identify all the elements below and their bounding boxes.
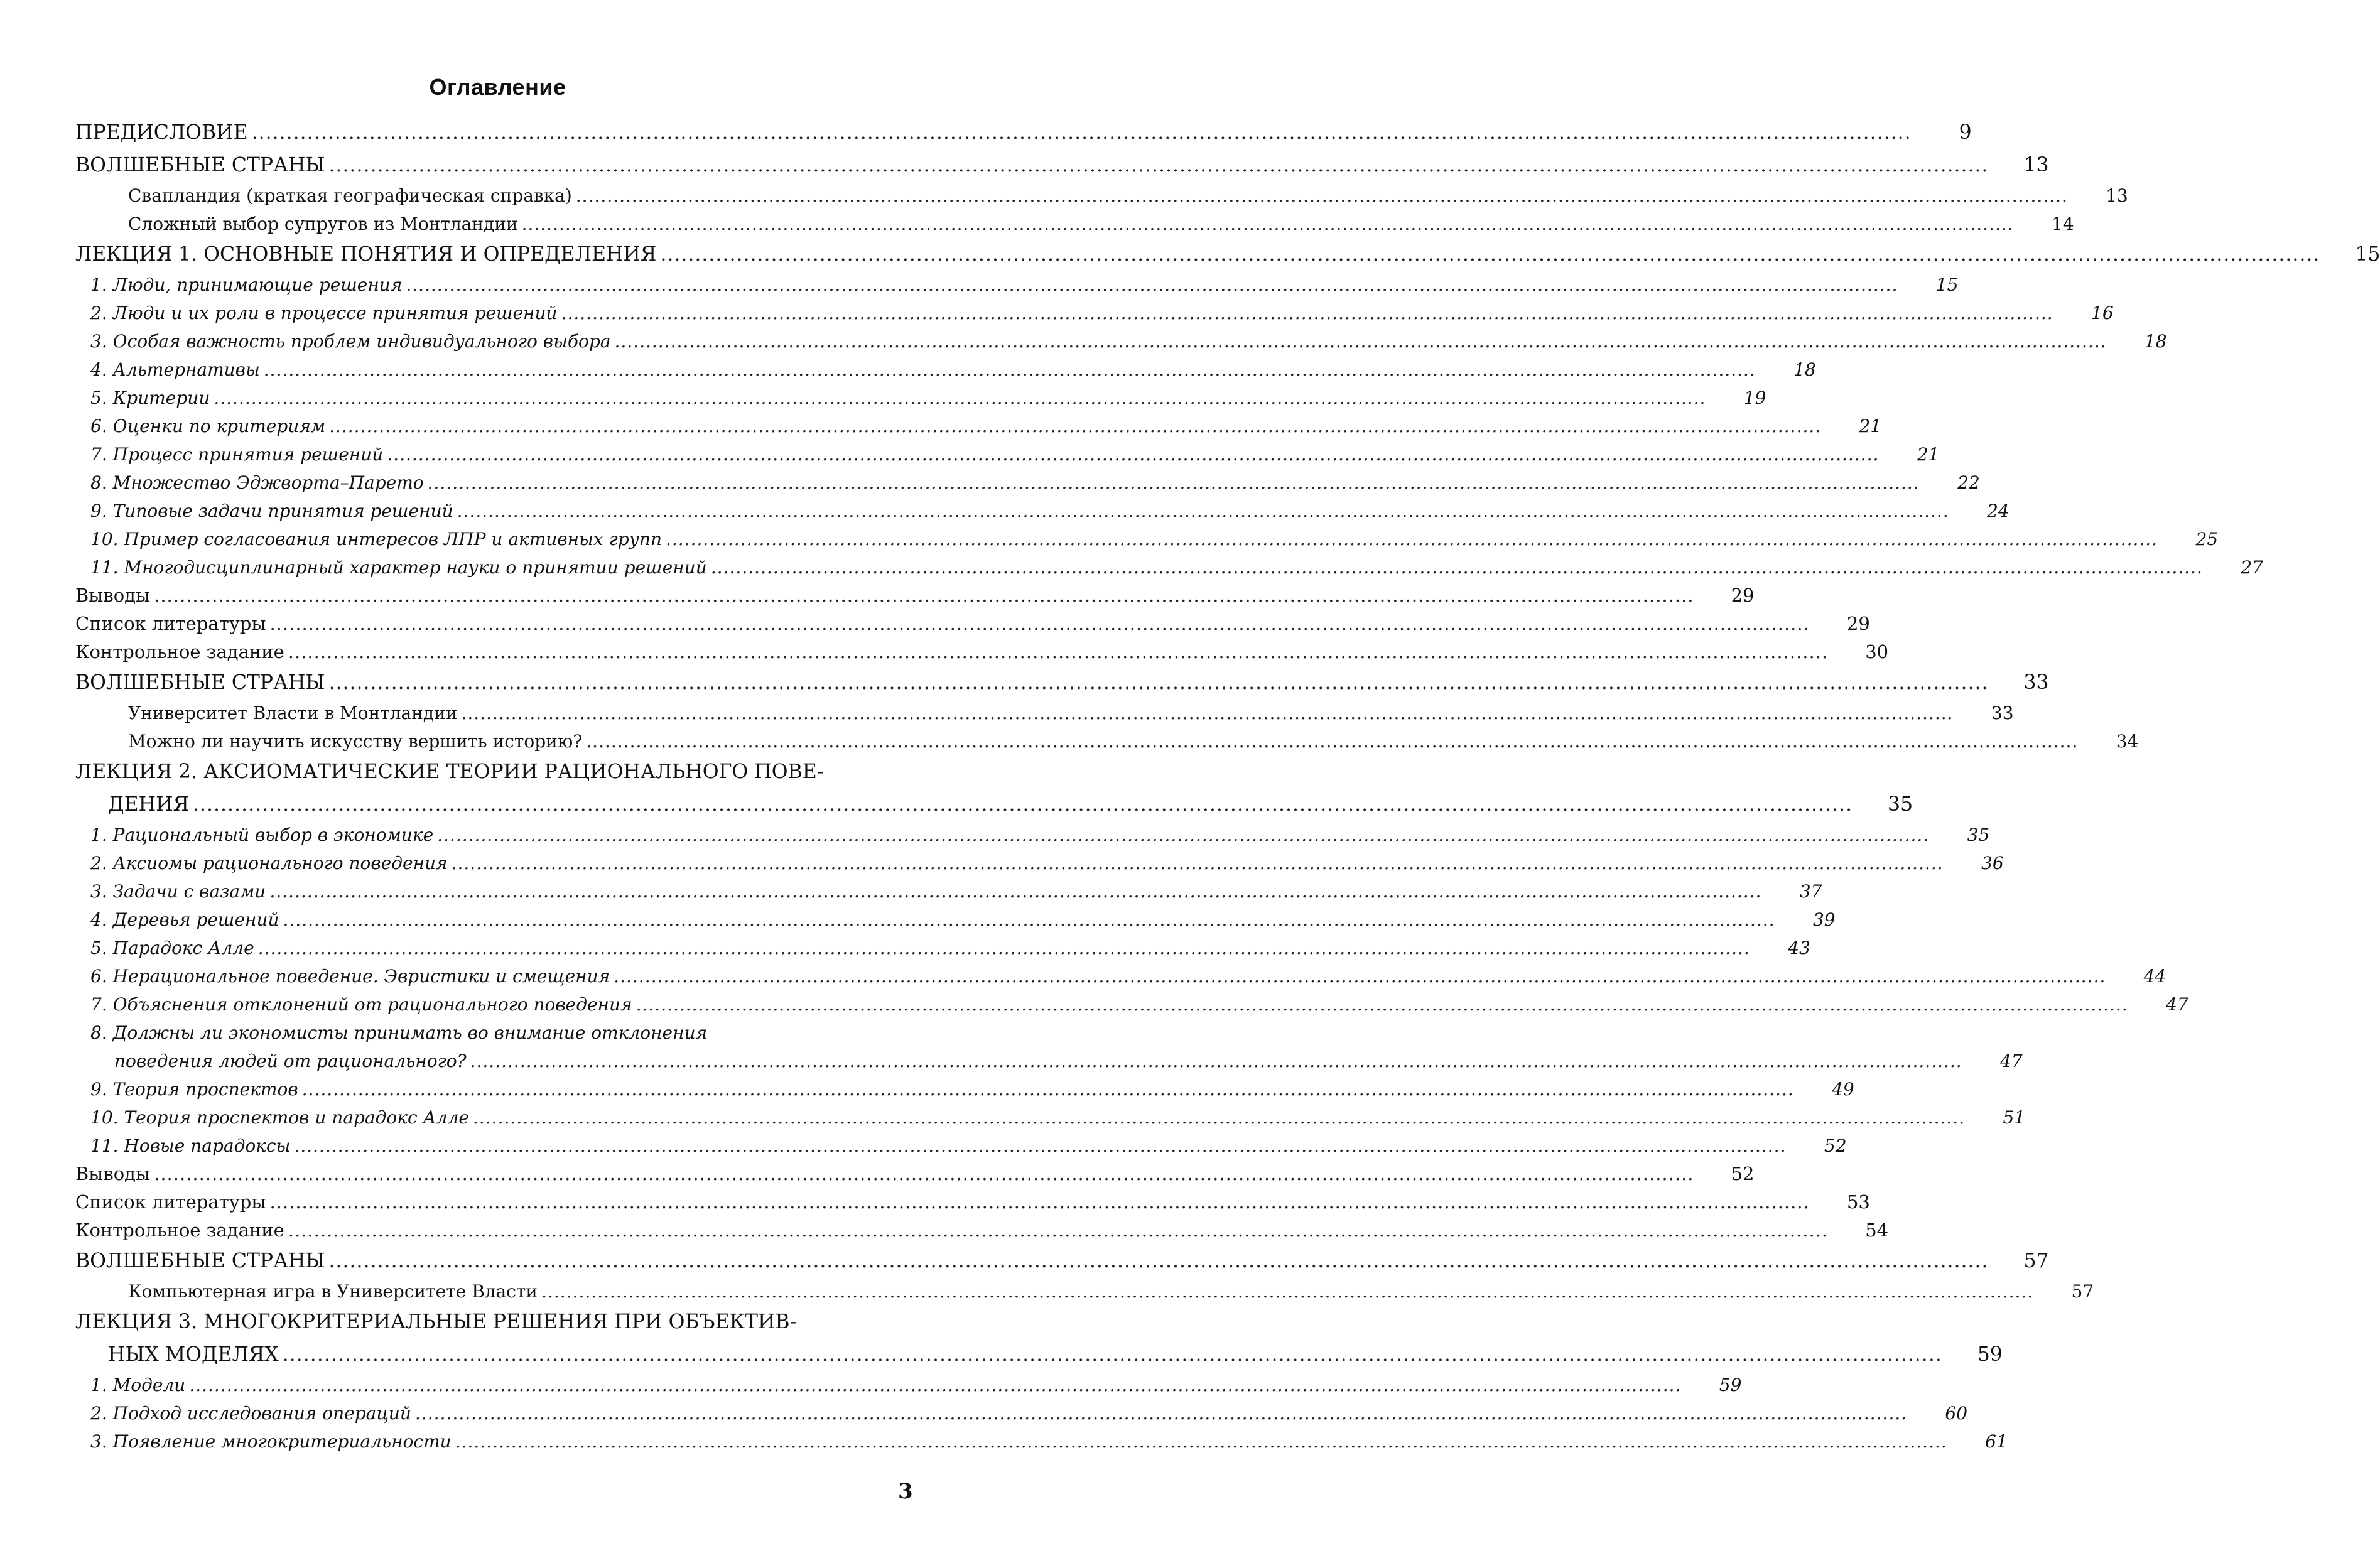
toc-entry: 3. Появление многокритериальности ..... 61 [75, 1427, 926, 1456]
toc-entry: Список литературы ..... 29 [75, 610, 926, 638]
toc-entry: Свапландия (краткая географическая справка) ..... 13 [75, 181, 926, 210]
toc-entry: 7. Объяснения отклонений от рационального поведения ..... 47 [75, 990, 926, 1019]
toc-entry: 5. Парадокс Алле ..... 43 [75, 934, 926, 962]
toc-entry: ДЕНИЯ ..... 35 [75, 788, 926, 821]
toc-entry: 1. Люди, принимающие решения ..... 15 [75, 271, 926, 299]
table-of-contents [75, 116, 2380, 1456]
toc-entry: Компьютерная игра в Университете Власти ..... 57 [75, 1277, 926, 1306]
toc-entry: 6. Оценки по критериям ..... 21 [75, 412, 926, 440]
toc-entry: 7. Процесс принятия решений ..... 21 [75, 440, 926, 468]
toc-entry: поведения людей от рационального? ..... 47 [75, 1047, 926, 1075]
toc-entry: 5. Критерии ..... 19 [75, 384, 926, 412]
toc-entry: 9. Теория проспектов ..... 49 [75, 1075, 926, 1103]
toc-entry: Выводы ..... 52 [75, 1160, 926, 1188]
toc-entry: 2. Подход исследования операций ..... 60 [75, 1399, 926, 1427]
toc-entry: 9. Типовые задачи принятия решений ..... 24 [75, 497, 926, 525]
page-number: 3 [898, 1479, 913, 1504]
toc-entry: 11. Многодисциплинарный характер науки о принятии решений ..... 27 [75, 553, 926, 582]
toc-entry: 4. Деревья решений ..... 39 [75, 906, 926, 934]
toc-entry: 4. Альтернативы ..... 18 [75, 355, 926, 384]
toc-entry: Выводы ..... 29 [75, 582, 926, 610]
toc-entry: Можно ли научить искусству вершить историю? ..... 34 [75, 727, 926, 755]
toc-entry: 2. Аксиомы рационального поведения ..... 36 [75, 849, 926, 877]
toc-entry: Список литературы ..... 53 [75, 1188, 926, 1216]
toc-entry-line1: 8. Должны ли экономисты принимать во внимание отклонения [90, 1022, 708, 1043]
toc-entry-line1: ЛЕКЦИЯ 3. МНОГОКРИТЕРИАЛЬНЫЕ РЕШЕНИЯ ПРИ ОБЪЕКТИВ- [75, 1311, 797, 1333]
toc-entry: 1. Модели ..... 59 [75, 1371, 926, 1399]
toc-entry: Контрольное задание ..... 54 [75, 1216, 926, 1245]
toc-entry: ВОЛШЕБНЫЕ СТРАНЫ ..... 57 [75, 1245, 926, 1277]
toc-entry: Университет Власти в Монтландии ..... 33 [75, 699, 926, 727]
toc-entry: 8. Множество Эджворта–Парето ..... 22 [75, 468, 926, 497]
toc-entry: 1. Рациональный выбор в экономике ..... 35 [75, 821, 926, 849]
toc-entry: 10. Теория проспектов и парадокс Алле ..... 51 [75, 1103, 926, 1132]
toc-entry: 10. Пример согласования интересов ЛПР и активных групп ..... 25 [75, 525, 926, 553]
toc-entry: ПРЕДИСЛОВИЕ ..... 9 [75, 116, 926, 149]
toc-entry: ЛЕКЦИЯ 1. ОСНОВНЫЕ ПОНЯТИЯ И ОПРЕДЕЛЕНИЯ ..... 15 [75, 238, 926, 271]
toc-entry: Сложный выбор супругов из Монтландии ..... 14 [75, 210, 926, 238]
toc-entry: НЫХ МОДЕЛЯХ ..... 59 [75, 1338, 926, 1371]
toc-entry: 3. Особая важность проблем индивидуального выбора ..... 18 [75, 327, 926, 355]
toc-entry: Контрольное задание ..... 30 [75, 638, 926, 666]
toc-entry-line1: ЛЕКЦИЯ 2. АКСИОМАТИЧЕСКИЕ ТЕОРИИ РАЦИОНАЛЬНОГО ПОВЕ- [75, 760, 824, 783]
toc-entry: ВОЛШЕБНЫЕ СТРАНЫ ..... 33 [75, 666, 926, 699]
toc-entry: 11. Новые парадоксы ..... 52 [75, 1132, 926, 1160]
toc-entry: 2. Люди и их роли в процессе принятия решений ..... 16 [75, 299, 926, 327]
toc-entry: 6. Нерациональное поведение. Эвристики и смещения ..... 44 [75, 962, 926, 990]
toc-entry: ВОЛШЕБНЫЕ СТРАНЫ ..... 13 [75, 149, 926, 181]
toc-entry: 3. Задачи с вазами ..... 37 [75, 877, 926, 906]
page-title: Оглавление [429, 74, 566, 100]
